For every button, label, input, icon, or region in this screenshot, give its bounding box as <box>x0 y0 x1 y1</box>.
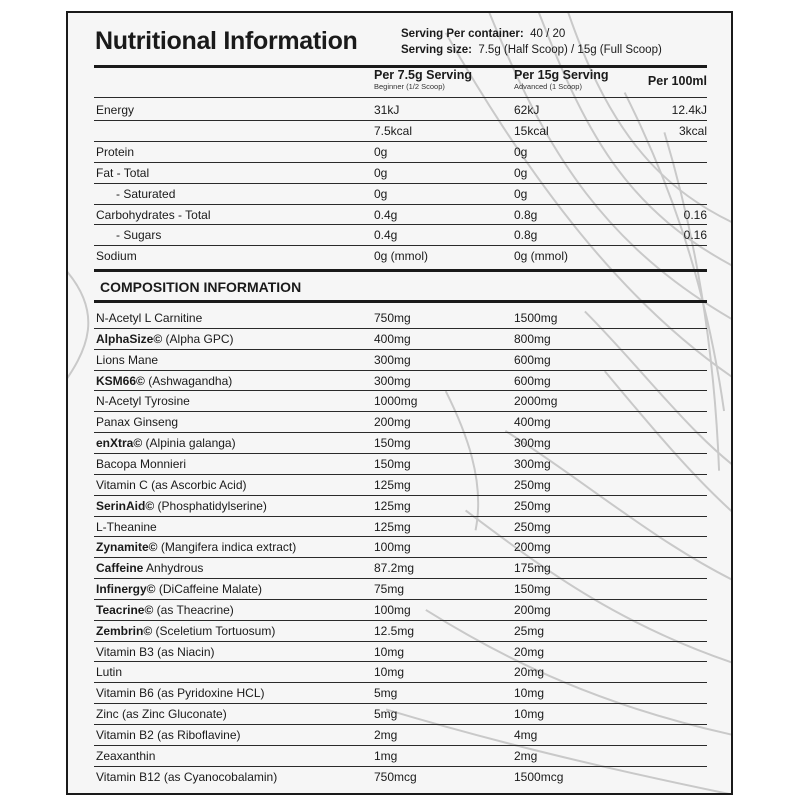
ingredient-name <box>96 770 277 784</box>
composition-row <box>94 599 707 620</box>
ingredient-description: (Sceletium Tortuosum) <box>155 623 276 638</box>
value-full-scoop: 2mg <box>514 748 538 763</box>
ingredient-name <box>96 353 158 367</box>
value-half-scoop: 0.4g <box>374 207 398 222</box>
serving-per-container: Serving Per container: 40 / 20 <box>401 28 566 40</box>
nutrient-name: - Saturated <box>116 186 176 201</box>
ingredient-name <box>96 540 296 554</box>
value-full-scoop: 200mg <box>514 602 551 617</box>
ingredient-name <box>96 520 157 534</box>
ingredient-name <box>96 749 155 763</box>
ingredient-name <box>96 645 215 659</box>
value-half-scoop: 87.2mg <box>374 561 415 576</box>
value-full-scoop: 4mg <box>514 728 538 742</box>
ingredient-name <box>96 332 234 346</box>
nutrient-name: Protein <box>96 144 135 159</box>
value-half-scoop: 750mg <box>374 311 411 325</box>
value-full-scoop: 0.8g <box>514 228 538 243</box>
ingredient-description: Vitamin B2 (as Riboflavine) <box>96 728 241 742</box>
value-half-scoop: 0g <box>374 165 388 180</box>
composition-row <box>94 390 707 411</box>
nutrition-row <box>94 141 707 162</box>
nutrition-row <box>94 183 707 204</box>
ingredient-brand: Caffeine <box>96 561 144 576</box>
value-half-scoop: 0g (mmol) <box>374 249 429 264</box>
composition-row <box>94 724 707 745</box>
composition-row <box>94 536 707 557</box>
ingredient-brand: Zembrin© <box>96 623 153 638</box>
value-half-scoop: 100mg <box>374 602 411 617</box>
nutrition-panel <box>66 11 733 795</box>
ingredient-description: (DiCaffeine Malate) <box>158 582 263 597</box>
ingredient-description: N-Acetyl L Carnitine <box>96 311 203 325</box>
composition-row <box>94 682 707 703</box>
composition-row <box>94 745 707 766</box>
composition-row <box>94 495 707 516</box>
value-half-scoop: 12.5mg <box>374 623 415 638</box>
column-header-full-scoop: Per 15g Serving Advanced (1 Scoop) <box>514 68 609 91</box>
value-per-100ml: 3kcal <box>678 123 707 138</box>
ingredient-name <box>96 436 236 450</box>
composition-row <box>94 620 707 641</box>
ingredient-name <box>96 686 265 700</box>
ingredient-name <box>96 374 232 388</box>
value-half-scoop: 1000mg <box>374 394 418 409</box>
value-half-scoop: 150mg <box>374 456 411 471</box>
ingredient-brand: AlphaSize© <box>96 331 163 346</box>
nutrition-row <box>94 245 707 266</box>
nutrient-name: Fat - Total <box>96 165 150 180</box>
value-full-scoop: 200mg <box>514 540 551 555</box>
ingredient-description: Lions Mane <box>96 352 159 367</box>
ingredient-description: Vitamin B12 (as Cyanocobalamin) <box>96 769 278 784</box>
value-half-scoop: 125mg <box>374 477 411 492</box>
nutrition-row <box>94 99 707 120</box>
ingredient-name <box>96 582 262 596</box>
value-half-scoop: 10mg <box>374 665 405 680</box>
ingredient-name <box>96 728 241 742</box>
composition-row <box>94 578 707 599</box>
composition-row <box>94 661 707 682</box>
value-half-scoop: 100mg <box>374 540 411 555</box>
composition-row <box>94 432 707 453</box>
value-full-scoop: 0g <box>514 165 528 180</box>
ingredient-description: Anhydrous <box>146 561 204 576</box>
composition-row <box>94 557 707 578</box>
column-header-half-scoop: Per 7.5g Serving Beginner (1/2 Scoop) <box>374 68 472 91</box>
ingredient-description: Zeaxanthin <box>96 748 156 763</box>
value-full-scoop: 1500mcg <box>514 769 564 784</box>
value-full-scoop: 600mg <box>514 352 551 367</box>
nutrition-row <box>94 162 707 183</box>
nutrition-row <box>94 120 707 141</box>
value-full-scoop: 400mg <box>514 415 551 430</box>
value-full-scoop: 10mg <box>514 707 545 722</box>
value-per-100ml: 12.4kJ <box>671 103 707 117</box>
ingredient-brand: Zynamite© <box>96 540 158 555</box>
ingredient-name <box>96 603 234 617</box>
value-half-scoop: 300mg <box>374 352 411 367</box>
value-full-scoop: 0g (mmol) <box>514 249 569 264</box>
value-half-scoop: 150mg <box>374 436 411 451</box>
composition-row <box>94 370 707 391</box>
value-full-scoop: 250mg <box>514 519 551 534</box>
composition-row <box>94 349 707 370</box>
ingredient-brand: KSM66© <box>96 373 145 388</box>
value-half-scoop: 0g <box>374 144 388 159</box>
ingredient-name <box>96 561 203 575</box>
ingredient-description: (Alpha GPC) <box>165 331 234 346</box>
value-half-scoop: 7.5kcal <box>374 123 413 138</box>
ingredient-description: (Alpinia galanga) <box>145 436 236 451</box>
ingredient-description: (as Theacrine) <box>156 602 234 617</box>
value-half-scoop: 75mg <box>374 582 405 597</box>
ingredient-name <box>96 624 275 638</box>
ingredient-brand: Infinergy© <box>96 582 156 597</box>
nutrient-name: Sodium <box>96 249 137 264</box>
ingredient-name <box>96 478 247 492</box>
nutrition-row <box>94 224 707 245</box>
composition-row <box>94 328 707 349</box>
composition-row <box>94 703 707 724</box>
value-full-scoop: 250mg <box>514 477 551 492</box>
value-half-scoop: 5mg <box>374 707 398 722</box>
ingredient-name <box>96 457 186 471</box>
value-full-scoop: 25mg <box>514 623 545 638</box>
composition-row <box>94 474 707 495</box>
value-half-scoop: 0.4g <box>374 228 398 243</box>
value-full-scoop: 10mg <box>514 686 545 701</box>
value-half-scoop: 10mg <box>374 644 405 659</box>
value-half-scoop: 750mcg <box>374 769 417 784</box>
value-full-scoop: 300mg <box>514 456 551 471</box>
nutrient-name: Energy <box>96 103 135 117</box>
value-per-100ml: 0.16 <box>683 228 707 243</box>
composition-row <box>94 641 707 662</box>
value-full-scoop: 20mg <box>514 665 545 680</box>
ingredient-name <box>96 707 227 721</box>
value-full-scoop: 175mg <box>514 561 551 576</box>
value-full-scoop: 62kJ <box>514 103 540 117</box>
ingredient-description: Panax Ginseng <box>96 415 179 430</box>
serving-size: Serving size: 7.5g (Half Scoop) / 15g (Full Scoop) <box>401 44 662 56</box>
ingredient-description: (Ashwagandha) <box>148 373 233 388</box>
value-full-scoop: 300mg <box>514 436 551 451</box>
ingredient-name <box>96 665 122 679</box>
value-full-scoop: 250mg <box>514 498 551 513</box>
value-full-scoop: 20mg <box>514 644 545 659</box>
composition-row <box>94 411 707 432</box>
section-divider <box>94 300 707 303</box>
ingredient-brand: Teacrine© <box>96 602 154 617</box>
ingredient-description: L-Theanine <box>96 519 157 534</box>
value-per-100ml: 0.16 <box>683 207 707 222</box>
ingredient-description: Vitamin B6 (as Pyridoxine HCL) <box>96 686 265 701</box>
composition-row <box>94 307 707 328</box>
ingredient-description: Bacopa Monnieri <box>96 456 187 471</box>
value-full-scoop: 0g <box>514 186 528 201</box>
value-half-scoop: 200mg <box>374 415 411 430</box>
ingredient-description: (Mangifera indica extract) <box>160 540 297 555</box>
row-divider <box>94 97 707 98</box>
ingredient-name <box>96 394 190 408</box>
value-half-scoop: 5mg <box>374 686 398 701</box>
value-half-scoop: 400mg <box>374 331 411 346</box>
ingredient-description: Vitamin C (as Ascorbic Acid) <box>96 477 247 492</box>
composition-row <box>94 516 707 537</box>
value-full-scoop: 15kcal <box>514 123 549 138</box>
value-half-scoop: 0g <box>374 186 388 201</box>
value-full-scoop: 0.8g <box>514 207 538 222</box>
ingredient-description: Vitamin B3 (as Niacin) <box>96 644 215 659</box>
section-divider <box>94 269 707 272</box>
ingredient-brand: SerinAid© <box>96 498 155 513</box>
value-full-scoop: 2000mg <box>514 394 558 409</box>
column-header-per-100ml: Per 100ml <box>647 74 707 88</box>
value-half-scoop: 1mg <box>374 748 398 763</box>
ingredient-description: Zinc (as Zinc Gluconate) <box>96 707 227 722</box>
value-half-scoop: 31kJ <box>374 103 400 117</box>
ingredient-description: (Phosphatidylserine) <box>157 498 267 513</box>
composition-title: COMPOSITION INFORMATION <box>100 279 302 295</box>
ingredient-brand: enXtra© <box>96 436 143 451</box>
nutrient-name: - Sugars <box>116 228 162 243</box>
ingredient-description: Lutin <box>96 665 123 680</box>
ingredient-name <box>96 499 267 513</box>
value-full-scoop: 150mg <box>514 582 551 597</box>
page-title: Nutritional Information <box>95 27 358 55</box>
value-half-scoop: 2mg <box>374 728 398 742</box>
composition-row <box>94 766 707 787</box>
composition-row <box>94 453 707 474</box>
nutrition-row <box>94 204 707 225</box>
value-half-scoop: 125mg <box>374 498 411 513</box>
ingredient-name <box>96 311 202 325</box>
nutrient-name: Carbohydrates - Total <box>96 207 211 222</box>
ingredient-name <box>96 415 178 429</box>
value-full-scoop: 0g <box>514 144 528 159</box>
value-half-scoop: 125mg <box>374 519 411 534</box>
value-full-scoop: 800mg <box>514 331 551 346</box>
value-half-scoop: 300mg <box>374 373 411 388</box>
value-full-scoop: 1500mg <box>514 311 558 325</box>
ingredient-description: N-Acetyl Tyrosine <box>96 394 190 409</box>
value-full-scoop: 600mg <box>514 373 551 388</box>
